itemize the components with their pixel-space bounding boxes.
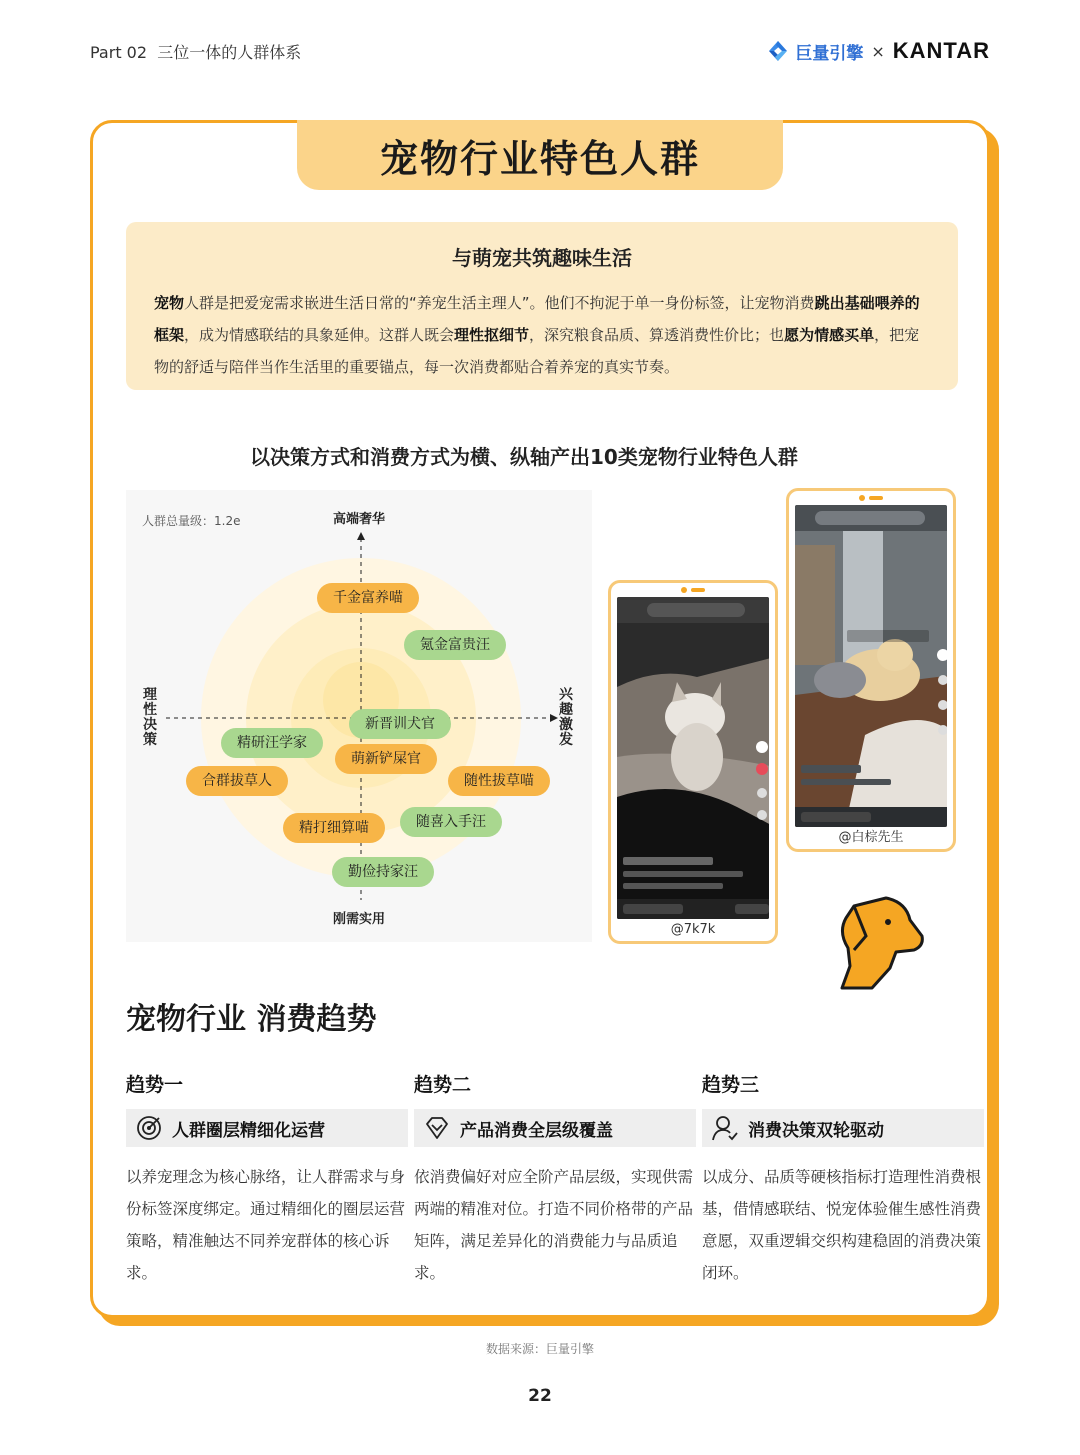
- user-icon: [710, 1113, 740, 1143]
- intro-text-segment: ，深究粮食品质、算透消费性价比；也: [529, 326, 785, 344]
- target-icon: [134, 1113, 164, 1143]
- trend-number: 趋势三: [702, 1074, 760, 1096]
- intro-heading: 与萌宠共筑趣味生活: [452, 246, 632, 270]
- dog-video-image: [795, 505, 947, 827]
- y-axis-arrow: [357, 532, 365, 540]
- axis-bottom-label: 刚需实用: [333, 912, 386, 927]
- persona-pill: 氪金富贵汪: [404, 630, 506, 660]
- trend-description: 以养宠理念为核心脉络，让人群需求与身份标签深度绑定。通过精细化的圈层运营策略，精准触达不同养宠群体的核心诉求。: [126, 1168, 406, 1282]
- phone-handle-cat: @7k7k: [670, 922, 716, 937]
- section-number: Part 02: [90, 43, 148, 62]
- total-volume-label: 人群总量级：1.2e: [142, 514, 241, 528]
- intro-emphasis: 愿为情感买单: [784, 326, 875, 344]
- phone-screen-dog: [795, 505, 947, 827]
- intro-text-segment: ，成为情感联结的具象延伸。这群人既会: [184, 326, 455, 344]
- trend-title: 人群圈层精细化运营: [172, 1120, 325, 1141]
- persona-pill: 精打细算喵: [283, 813, 385, 843]
- trends-heading: 宠物行业 消费趋势: [126, 994, 376, 1038]
- persona-pill: 随性拔草喵: [448, 766, 550, 796]
- trend-title-bar: [126, 1109, 408, 1147]
- x-axis-arrow: [550, 714, 558, 722]
- phone-mockup-cat: [608, 580, 778, 944]
- trend-description: 以成分、品质等硬核指标打造理性消费根基，借情感联结、悦宠体验催生感性消费意愿，双重逻辑交织构建稳固的消费决策闭环。: [702, 1168, 982, 1282]
- intro-text-segment: 人群是把爱宠需求嵌进生活日常的“养宠生活主理人”。他们不拘泥于单一身份标签，让宠物消费: [184, 294, 815, 312]
- persona-matrix: [126, 490, 592, 942]
- brand-logo: [765, 39, 863, 64]
- cat-video-image: [617, 597, 769, 919]
- diamond-icon: [422, 1113, 452, 1143]
- axis-left-label: 理 性 决 策: [143, 687, 157, 748]
- page-header-section: [90, 40, 301, 63]
- brand-name: 巨量引擎: [795, 43, 864, 64]
- phone-screen-cat: [617, 597, 769, 919]
- intro-emphasis: 跳出基础喂养的框架: [154, 294, 920, 344]
- axis-right-label: 兴 趣 激 发: [559, 687, 573, 748]
- phone-notch: [681, 587, 705, 593]
- brand-lockup: [765, 38, 990, 64]
- matrix-heading: 以决策方式和消费方式为横、纵轴产出10类宠物行业特色人群: [250, 441, 798, 470]
- persona-pill: 萌新铲屎官: [335, 744, 437, 774]
- trend-number: 趋势二: [414, 1074, 472, 1096]
- brand-times: ×: [871, 41, 885, 61]
- trend-title: 产品消费全层级覆盖: [460, 1120, 613, 1141]
- persona-pill: 合群拔草人: [186, 766, 288, 796]
- page-title: 宠物行业特色人群: [297, 120, 783, 190]
- ocean-engine-logo-icon: [765, 39, 791, 63]
- intro-box: [126, 222, 958, 390]
- intro-paragraph: [154, 287, 930, 383]
- persona-pill: 随喜入手汪: [400, 807, 502, 837]
- trend-card-3: [702, 1070, 984, 1289]
- trend-title: 消费决策双轮驱动: [748, 1120, 884, 1141]
- persona-pill: 千金富养喵: [317, 583, 419, 613]
- phone-notch: [859, 495, 883, 501]
- axis-top-label: 高端奢华: [333, 512, 386, 527]
- persona-pill: 勤俭持家汪: [332, 857, 434, 887]
- trend-card-2: [414, 1070, 696, 1289]
- data-source-note: 数据来源：巨量引擎: [485, 1342, 594, 1356]
- phone-mockup-dog: [786, 488, 956, 852]
- page-number: 22: [528, 1386, 552, 1406]
- dog-head-icon: [836, 896, 926, 992]
- trend-number: 趋势一: [126, 1074, 184, 1096]
- intro-emphasis: 宠物: [154, 294, 185, 312]
- persona-pill: 新晋训犬官: [349, 709, 451, 739]
- trend-card-1: [126, 1070, 408, 1289]
- intro-emphasis: 理性抠细节: [454, 326, 530, 344]
- phone-handle-dog: @白棕先生: [838, 830, 904, 845]
- persona-pill: 精研汪学家: [221, 728, 323, 758]
- partner-logo: KANTAR: [892, 38, 990, 63]
- trend-title-bar: [414, 1109, 696, 1147]
- trend-description: 依消费偏好对应全阶产品层级，实现供需两端的精准对位。打造不同价格带的产品矩阵，满足差异化的消费能力与品质追求。: [414, 1168, 694, 1282]
- intro-text-segment: ，把宠物的舒适与陪伴当作生活里的重要锚点，每一次消费都贴合着养宠的真实节奏。: [154, 326, 920, 376]
- section-title: 三位一体的人群体系: [157, 43, 302, 62]
- trend-title-bar: [702, 1109, 984, 1147]
